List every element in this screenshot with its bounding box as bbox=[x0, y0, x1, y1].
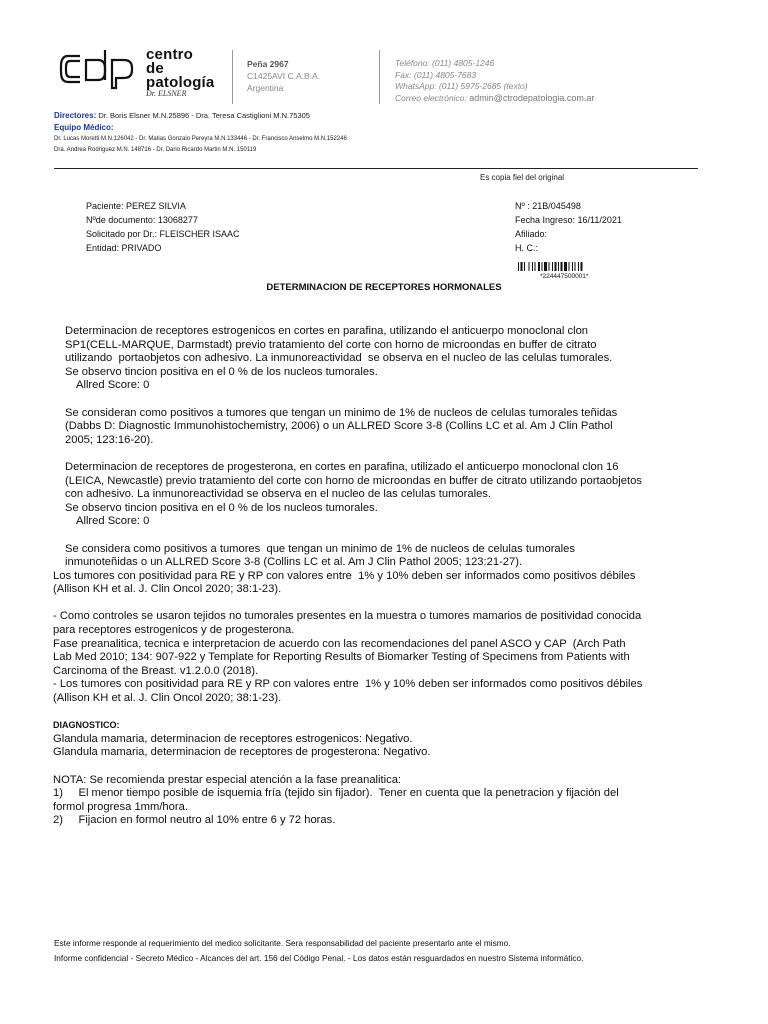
directors-label: Directores: bbox=[54, 111, 97, 120]
barcode bbox=[518, 262, 610, 271]
weak-positive-note: Los tumores con positividad para RE y RP con valores entre 1% y 10% deben ser informados como positivos débiles (Allison KH et al. J. Clin Oncol 2020; 38:1-23). bbox=[53, 569, 639, 596]
fax-number: Fax: (011) 4805-7683 bbox=[395, 69, 477, 80]
report-footer bbox=[54, 936, 583, 966]
whatsapp-number: WhatsApp: (011) 5975-2685 (texto) bbox=[395, 81, 528, 91]
patient-entity: Entidad: PRIVADO bbox=[86, 243, 162, 253]
team-label: Equipo Médico: bbox=[54, 123, 114, 132]
preanalytic-paragraph: Fase preanalitica, tecnica e interpretacion de acuerdo con las recomendaciones del panel ASCO y CAP (Arch Path Lab Med 2010; 134: 907-922 y Template for Reporting Results of Biomarker Testing of Specimens from Patients with Carcinoma of the Breast. v1.2.0.0 (2018). bbox=[53, 637, 633, 677]
controls-paragraph: - Como controles se usaron tejidos no tumorales presentes en la muestra o tumores mamarios de positividad conocida para receptores estrogenicos y de progesterona. bbox=[53, 610, 645, 637]
directors-names: Dr. Boris Elsner M.N.25896 - Dra. Teresa Castiglioni M.N.75305 bbox=[98, 111, 310, 120]
directors-line bbox=[54, 110, 347, 122]
requesting-doctor: Solicitado por Dr.: FLEISCHER ISAAC bbox=[86, 229, 240, 239]
contact-block bbox=[395, 58, 594, 104]
logo-wordmark: centro de patología bbox=[146, 46, 215, 91]
progesterone-result: Se observo tincion positiva en el 0 % de los nucleos tumorales. bbox=[65, 501, 378, 514]
footer-line-1: Este informe responde al requerimiento del medico solicitante. Sera responsabilidad del paciente presentarlo ante el mismo. bbox=[54, 938, 511, 948]
note-item-2: 2) Fijacion en formol neutro al 10% entre 6 y 72 horas. bbox=[53, 814, 336, 827]
company-logo bbox=[58, 46, 224, 100]
note-heading: NOTA: Se recomienda prestar especial atención a la fase preanalitica: bbox=[53, 773, 402, 786]
address-street: Peña 2967 bbox=[247, 59, 289, 69]
progesterone-criteria-paragraph: Se considera como positivos a tumores que tengan un minimo de 1% de nucleos de celulas tumorales inmunoteñidas o un ALLRED Score 3-8 (Collins LC et al. Am J Clin Pathol 2005; 123:21-27). bbox=[65, 542, 579, 569]
estrogen-allred-score: Allred Score: 0 bbox=[76, 379, 150, 392]
cdp-logo-mark bbox=[58, 46, 142, 90]
header-rule bbox=[54, 168, 698, 169]
patient-info bbox=[86, 199, 240, 255]
header-divider bbox=[379, 50, 380, 104]
team-names-line-1: Dr. Lucas Moretti M.N.126042 - Dr. Matias Gonzalo Pereyra M.N.133446 - Dr. Francisco Anselmo M.N.152246 bbox=[54, 136, 347, 142]
diagnosis-label: DIAGNOSTICO: bbox=[53, 720, 120, 731]
progesterone-allred-score: Allred Score: 0 bbox=[76, 515, 150, 528]
admission-date: Fecha Ingreso: 16/11/2021 bbox=[515, 215, 622, 225]
estrogen-method-paragraph: Determinacion de receptores estrogenicos en cortes en parafina, utilizando el anticuerpo monoclonal clon SP1(CELL-MARQUE, Darmstadt) previo tratamiento del corte con horno de microondas en buffer de citrato utilizando portaobjetos con adhesivo. La inmunoreactividad se observa en el nucleo de las celulas tumorales. bbox=[65, 325, 613, 365]
weak-positive-note-2: - Los tumores con positividad para RE y RP con valores entre 1% y 10% deben ser informados como positivos débiles (Allison KH et al. J. Clin Oncol 2020; 38:1-23). bbox=[53, 678, 646, 705]
logo-subtitle: Dr. ELSNER bbox=[146, 89, 187, 98]
staff-block bbox=[54, 110, 347, 156]
patient-document: Nºde documento: 13068277 bbox=[86, 215, 198, 225]
footer-line-2: Informe confidencial - Secreto Médico - Alcances del art. 156 del Código Penal. - Los datos están resguardados en nuestro Sistema informático. bbox=[54, 953, 584, 963]
report-number: Nº : 21B/045498 bbox=[515, 201, 581, 211]
estrogen-criteria-paragraph: Se consideran como positivos a tumores que tengan un minimo de 1% de nucleos de celulas tumorales teñidas (Dabbs D: Diagnostic Immunohistochemistry, 2006) o un ALLRED Score 3-8 (Collins LC et al. Am J Clin Pathol 2005; 123:16-20). bbox=[65, 406, 624, 446]
phone-number: Teléfono: (011) 4805-1246 bbox=[395, 58, 495, 68]
address-country: Argentina bbox=[247, 83, 284, 93]
progesterone-method-paragraph: Determinacion de receptores de progesterona, en cortes en parafina, utilizado el anticuerpo monoclonal clon 16 (LEICA, Newcastle) previo tratamiento del corte con horno de microondas en buffer de citrato utilizando portaobjetos con adhesivo. La inmunoreactividad se observa en el nucleo de las celulas tumorales. bbox=[65, 460, 645, 501]
report-body bbox=[53, 325, 646, 828]
email-label: Correo electrónico: bbox=[395, 92, 467, 103]
header-divider bbox=[232, 50, 233, 104]
diagnosis-progesterone: Glandula mamaria, determinacion de receptores de progesterona: Negativo. bbox=[53, 746, 431, 759]
note-item-1: 1) El menor tiempo posible de isquemia fría (tejido sin fijador). Tener en cuenta que la penetracion y fijación del formol progresa 1mm/hora. bbox=[53, 787, 622, 813]
patient-name: Paciente: PEREZ SILVIA bbox=[86, 201, 186, 211]
clinical-history-field: H. C.: bbox=[515, 243, 539, 253]
email-address[interactable]: admin@ctrodepatologia.com.ar bbox=[469, 92, 595, 103]
address-block bbox=[247, 58, 320, 94]
report-info bbox=[515, 199, 622, 255]
affiliate-field: Afiliado: bbox=[515, 229, 548, 239]
report-title: DETERMINACION DE RECEPTORES HORMONALES bbox=[266, 282, 502, 293]
email-line bbox=[395, 93, 594, 105]
barcode-number: *224447500001* bbox=[540, 273, 589, 280]
diagnosis-estrogen: Glandula mamaria, determinacion de receptores estrogenicos: Negativo. bbox=[53, 732, 413, 745]
address-postal: C1425AVI C.A.B.A. bbox=[247, 71, 321, 81]
copy-note: Es copia fiel del original bbox=[480, 173, 565, 182]
team-names-line-2: Dra. Andrea Rodriguez M.N. 148716 - Dr. Dario Ricardo Martin M.N. 150119 bbox=[54, 147, 257, 153]
estrogen-result: Se observo tincion positiva en el 0 % de los nucleos tumorales. bbox=[65, 365, 378, 378]
